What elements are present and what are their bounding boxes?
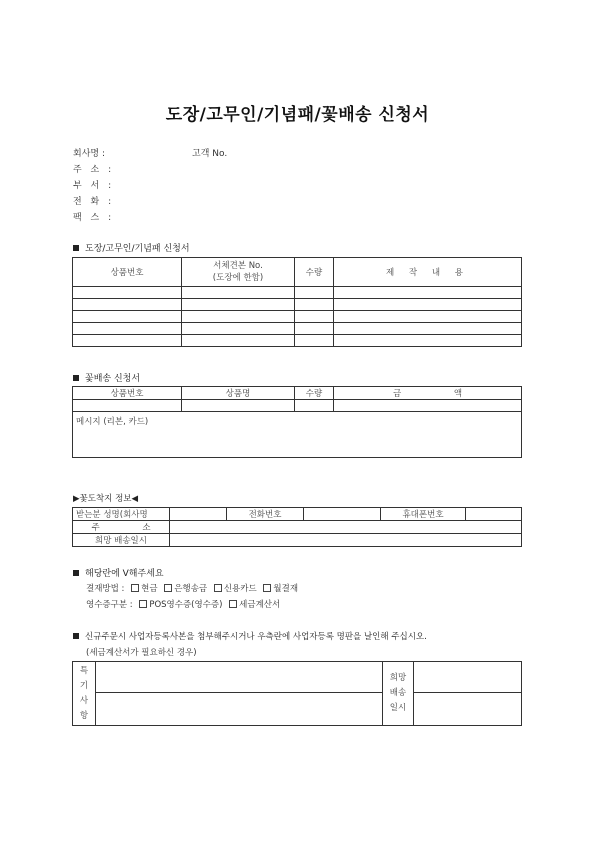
cell[interactable]	[295, 287, 334, 299]
bullet-square-icon	[73, 570, 79, 576]
cell[interactable]	[182, 311, 295, 323]
option-monthly: 월결재	[273, 584, 299, 594]
cell[interactable]	[182, 400, 295, 412]
department-field[interactable]	[73, 178, 114, 191]
phone-value[interactable]	[304, 508, 381, 521]
recipient-label: 받는분 성명(회사명	[73, 508, 170, 521]
table-row[interactable]	[73, 299, 522, 311]
cell[interactable]	[73, 400, 182, 412]
address-label-text: 주 소	[91, 523, 151, 533]
bullet-square-icon	[73, 375, 79, 381]
cell[interactable]	[295, 299, 334, 311]
delivery-datetime-label	[383, 662, 414, 726]
col-product-name: 상품명	[182, 387, 295, 400]
cell[interactable]	[73, 335, 182, 347]
delivery-time-value[interactable]	[170, 534, 522, 547]
cell[interactable]	[295, 323, 334, 335]
cell[interactable]	[334, 335, 522, 347]
col-font-sample	[182, 258, 295, 287]
delivery-time-label: 희망 배송일시	[73, 534, 170, 547]
table-row[interactable]	[73, 335, 522, 347]
fax-label: 팩 스 :	[73, 213, 115, 223]
payment-method-row	[86, 582, 298, 594]
stamp-order-table	[72, 257, 522, 347]
cell[interactable]	[295, 311, 334, 323]
fax-field[interactable]	[73, 210, 114, 223]
phone-label: 전 화 :	[73, 197, 115, 207]
cell[interactable]	[334, 323, 522, 335]
cell[interactable]	[334, 299, 522, 311]
section2-heading	[73, 371, 140, 384]
col-qty: 수량	[295, 387, 334, 400]
checkbox-monthly[interactable]	[263, 584, 271, 592]
delivery-datetime-field-1[interactable]	[414, 662, 522, 693]
message-label: 메시지 (리본, 카드)	[76, 417, 149, 427]
cell[interactable]	[182, 299, 295, 311]
phone-field[interactable]	[73, 194, 114, 207]
payment-label: 결재방법 :	[86, 584, 125, 594]
table-row[interactable]	[73, 311, 522, 323]
col-amount	[334, 387, 522, 400]
special-char-3: 사	[79, 695, 89, 706]
cell[interactable]	[334, 311, 522, 323]
message-row[interactable]	[73, 412, 522, 458]
delivery-char-3: 일시	[389, 703, 407, 713]
table-row[interactable]	[73, 287, 522, 299]
destination-table	[72, 507, 522, 547]
delivery-char-2: 배송	[389, 688, 407, 698]
address-field[interactable]	[73, 162, 114, 175]
col-qty: 수량	[295, 258, 334, 287]
col-font-sample-line2: (도장에 한함)	[212, 273, 264, 283]
cell[interactable]	[334, 287, 522, 299]
option-card: 신용카드	[223, 584, 257, 594]
bullet-square-icon	[73, 245, 79, 251]
checkbox-tax-invoice[interactable]	[229, 600, 237, 608]
cell[interactable]	[73, 299, 182, 311]
section2-heading-text: 꽃배송 신청서	[85, 374, 141, 384]
company-label: 회사명 :	[73, 149, 105, 159]
cell[interactable]	[182, 335, 295, 347]
flower-order-table	[72, 386, 522, 458]
section5-heading-text: 신규주문시 사업자등록사본을 첨부해주시거나 우측란에 사업자등록 명판을 날인해 주십시오.	[85, 632, 427, 642]
col-font-sample-line1: 서체견본 No.	[213, 261, 263, 271]
section5-heading	[73, 630, 427, 642]
cell[interactable]	[73, 323, 182, 335]
col-amount-text: 금 액	[392, 389, 463, 399]
special-char-4: 항	[79, 710, 89, 721]
option-tax-invoice: 세금계산서	[239, 600, 281, 610]
address-value[interactable]	[170, 521, 522, 534]
checkbox-pos-receipt[interactable]	[139, 600, 147, 608]
checkbox-cash[interactable]	[131, 584, 139, 592]
col-content-text: 제 작 내 용	[386, 268, 469, 278]
mobile-value[interactable]	[466, 508, 522, 521]
table-row[interactable]	[73, 323, 522, 335]
section1-heading-text: 도장/고무인/기념패 신청서	[85, 244, 190, 254]
bullet-square-icon	[73, 633, 79, 639]
special-notes-field-2[interactable]	[96, 693, 383, 726]
section3-heading: ▶꽃도착지 정보◀	[73, 494, 139, 504]
delivery-char-1: 희망	[389, 673, 407, 683]
col-product-no: 상품번호	[73, 387, 182, 400]
message-field[interactable]	[73, 412, 522, 458]
cell[interactable]	[73, 287, 182, 299]
special-char-2: 기	[79, 680, 89, 691]
special-notes-label	[73, 662, 96, 726]
recipient-value[interactable]	[170, 508, 227, 521]
receipt-label: 영수증구분 :	[86, 600, 133, 610]
col-product-no: 상품번호	[73, 258, 182, 287]
section4-heading	[73, 566, 164, 579]
receipt-type-row	[86, 598, 280, 610]
cell[interactable]	[295, 400, 334, 412]
page-title: 도장/고무인/기념패/꽃배송 신청서	[165, 105, 430, 125]
department-label: 부 서 :	[73, 181, 115, 191]
delivery-datetime-field-2[interactable]	[414, 693, 522, 726]
address-label	[73, 521, 170, 534]
address-label: 주 소 :	[73, 165, 115, 175]
cell[interactable]	[73, 311, 182, 323]
col-content	[334, 258, 522, 287]
option-cash: 현금	[141, 584, 158, 594]
checkbox-card[interactable]	[214, 584, 222, 592]
special-char-1: 특	[79, 665, 89, 676]
customer-no-label: 고객 No.	[192, 149, 228, 159]
section1-heading	[73, 241, 190, 254]
cell[interactable]	[334, 400, 522, 412]
cell[interactable]	[295, 335, 334, 347]
option-pos-receipt: POS영수증(영수증)	[149, 600, 223, 610]
special-notes-field-1[interactable]	[96, 662, 383, 693]
special-notes-table	[72, 661, 522, 726]
mobile-label: 휴대폰번호	[381, 508, 466, 521]
option-bank: 은행송금	[174, 584, 208, 594]
cell[interactable]	[182, 323, 295, 335]
section5-subtext: (세금계산서가 필요하신 경우)	[86, 648, 197, 658]
cell[interactable]	[182, 287, 295, 299]
checkbox-bank[interactable]	[164, 584, 172, 592]
phone-label: 전화번호	[227, 508, 304, 521]
section4-heading-text: 해당란에 V해주세요	[85, 569, 164, 579]
table-row[interactable]	[73, 400, 522, 412]
company-field[interactable]	[73, 146, 105, 159]
